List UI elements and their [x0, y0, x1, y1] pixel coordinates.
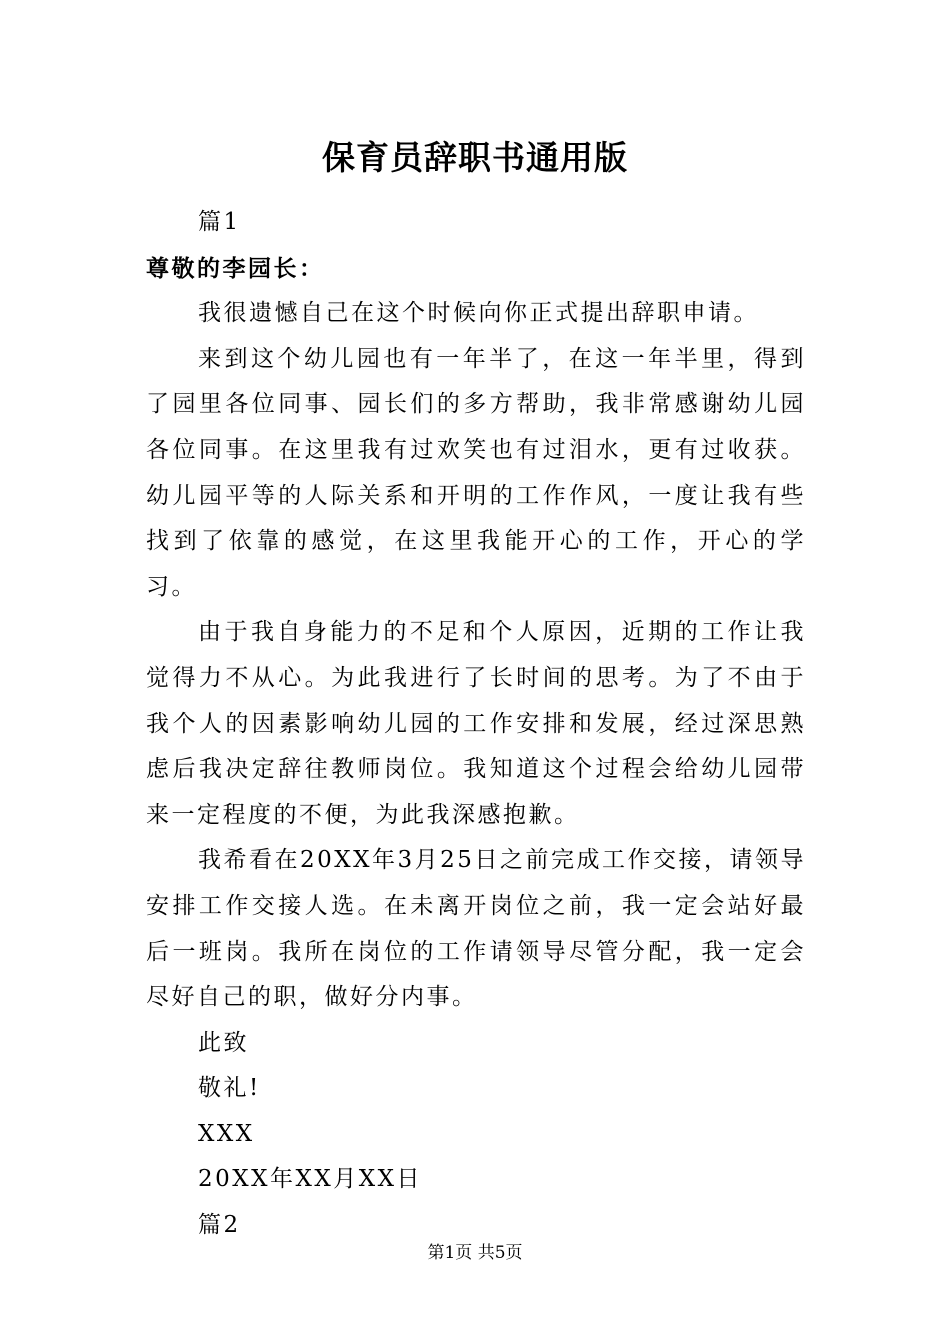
- date: 20XX年XX月XX日: [198, 1166, 423, 1193]
- closing-line: 此致: [198, 1029, 249, 1056]
- section-label: 篇1: [198, 209, 241, 235]
- paragraph: 来到这个幼儿园也有一年半了，在这一年半里，得到了园里各位同事、园长们的多方帮助，我非常感谢幼儿园各位同事。在这里我有过欢笑也有过泪水，更有过收获。幼儿园平等的人际关系和开明的工作作风，一度让我有些找到了依靠的感觉，在这里我能开心的工作，开心的学习。: [146, 345, 806, 600]
- closing-line: 敬礼!: [198, 1075, 261, 1102]
- signature: XXX: [198, 1120, 255, 1147]
- paragraph: 我很遗憾自己在这个时候向你正式提出辞职申请。: [198, 300, 759, 327]
- paragraph: 由于我自身能力的不足和个人原因，近期的工作让我觉得力不从心。为此我进行了长时间的思考。为了不由于我个人的因素影响幼儿园的工作安排和发展，经过深思熟虑后我决定辞往教师岗位。我知道这个过程会给幼儿园带来一定程度的不便，为此我深感抱歉。: [146, 619, 806, 828]
- paragraph: 我希看在20XX年3月25日之前完成工作交接，请领导安排工作交接人选。在未离开岗位之前，我一定会站好最后一班岗。我所在岗位的工作请领导尽管分配，我一定会尽好自己的职，做好分内事。: [146, 847, 806, 1011]
- page-footer: 第1页 共5页: [427, 1243, 523, 1263]
- document-title: 保育员辞职书通用版: [322, 138, 628, 177]
- section-label: 篇2: [198, 1212, 241, 1239]
- document-body: [146, 200, 806, 1249]
- salutation: 尊敬的李园长：: [146, 254, 325, 282]
